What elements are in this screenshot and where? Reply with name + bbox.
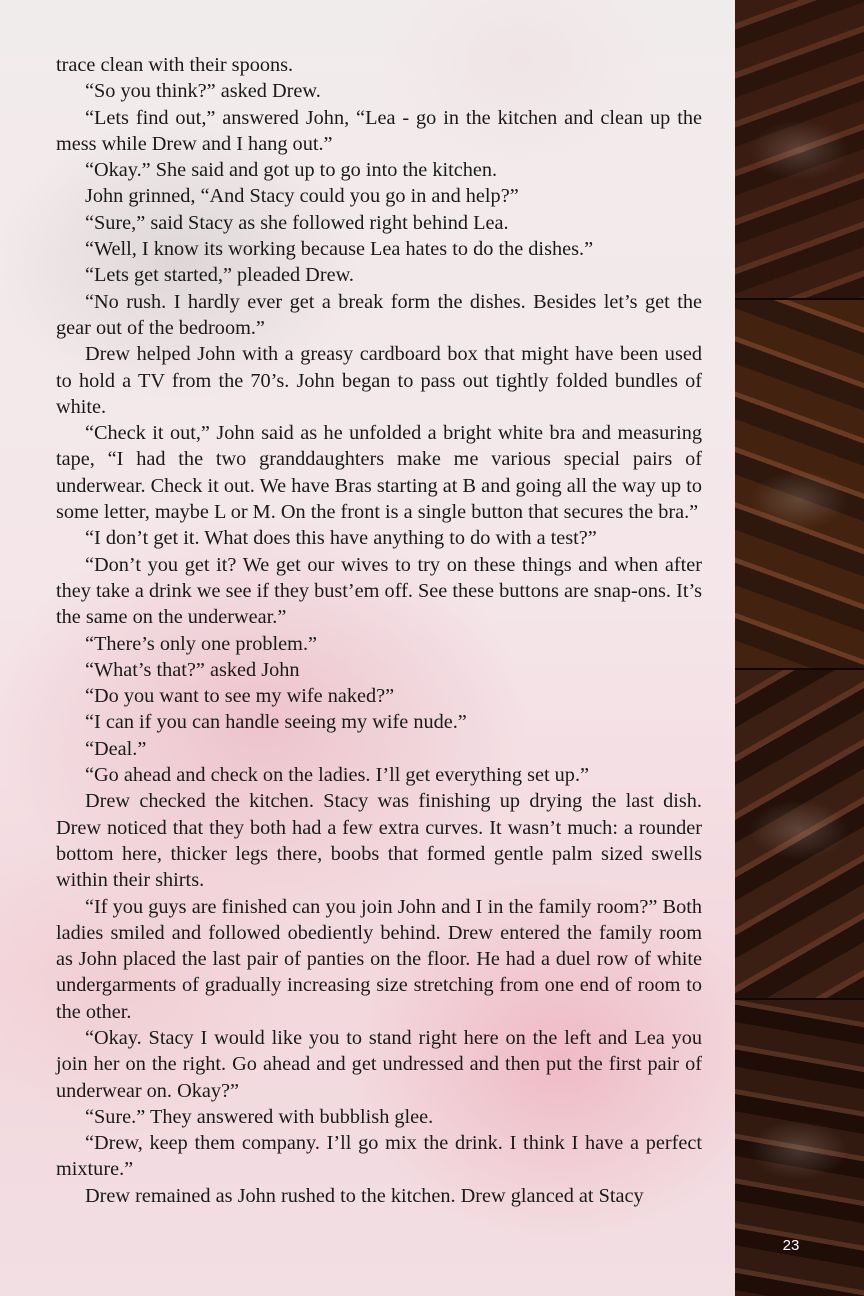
paragraph: “I don’t get it. What does this have anything to do with a test?” — [85, 527, 597, 550]
paragraph: trace clean with their spoons. — [56, 54, 294, 76]
paragraph: “Check it out,” John said as he unfolded a bright white bra and measuring tape, “I had the two granddaughters make me various special pairs of underwear. Check it out. We have Bras starting at B and going all the way up to some letter, maybe L or M. On the front is a single button that secures the bra.” — [56, 422, 702, 524]
paragraph: “Drew, keep them company. I’ll go mix the drink. I think I have a perfect mixture.” — [56, 1132, 702, 1181]
paragraph: “Sure,” said Stacy as she followed right behind Lea. — [85, 211, 509, 234]
paragraph: “What’s that?” asked John — [85, 658, 300, 681]
page-number: 23 — [782, 1237, 800, 1254]
paragraph: “If you guys are finished can you join John and I in the family room?” Both ladies smiled and followed obediently behind. Drew entered the family room as John placed the last pair of panties on the floor. He had a duel row of white undergarments of gradually increasing size stretching from one end of room to the other. — [56, 895, 702, 1023]
paragraph: “Go ahead and check on the ladies. I’ll get everything set up.” — [85, 764, 590, 787]
paragraph: “Well, I know its working because Lea hates to do the dishes.” — [85, 238, 594, 261]
paragraph: Drew remained as John rushed to the kitchen. Drew glanced at Stacy — [85, 1184, 644, 1207]
paragraph: “Okay. Stacy I would like you to stand right here on the left and Lea you join her on the right. Go ahead and get undressed and then put the first pair of underwear on. Okay?” — [56, 1026, 702, 1102]
paragraph: “Lets find out,” answered John, “Lea - go in the kitchen and clean up the mess while Drew and I hang out.” — [56, 106, 702, 155]
chocolate-highlight — [749, 800, 849, 860]
chocolate-photo-strip — [735, 0, 864, 1296]
paragraph: “Okay.” She said and got up to go into the kitchen. — [85, 159, 498, 182]
paragraph: “I can if you can handle seeing my wife nude.” — [85, 711, 467, 734]
chocolate-highlight — [749, 1120, 849, 1180]
paragraph: “Sure.” They answered with bubblish glee. — [85, 1105, 434, 1128]
paragraph: “So you think?” asked Drew. — [85, 80, 321, 103]
paragraph: “Do you want to see my wife naked?” — [85, 685, 395, 708]
paragraph: “There’s only one problem.” — [85, 632, 318, 655]
paragraph: “Deal.” — [85, 737, 147, 760]
body-text — [56, 52, 702, 1209]
paragraph: Drew helped John with a greasy cardboard box that might have been used to hold a TV from the 70’s. John began to pass out tightly folded bundles of white. — [56, 343, 702, 418]
paragraph: “Don’t you get it? We get our wives to try on these things and when after they take a drink we see if they bust’em off. See these buttons are snap-ons. It’s the same on the underwear.” — [56, 553, 702, 629]
chocolate-highlight — [749, 120, 849, 180]
paragraph: John grinned, “And Stacy could you go in and help?” — [85, 185, 519, 208]
chocolate-highlight — [749, 470, 849, 530]
paragraph: Drew checked the kitchen. Stacy was finishing up drying the last dish. Drew noticed that they both had a few extra curves. It wasn’t much: a rounder bottom here, thicker legs there, boobs that formed gentle palm sized swells within their shirts. — [56, 790, 702, 892]
paragraph: “Lets get started,” pleaded Drew. — [85, 264, 354, 287]
paragraph: “No rush. I hardly ever get a break form the dishes. Besides let’s get the gear out of the bedroom.” — [56, 290, 702, 339]
